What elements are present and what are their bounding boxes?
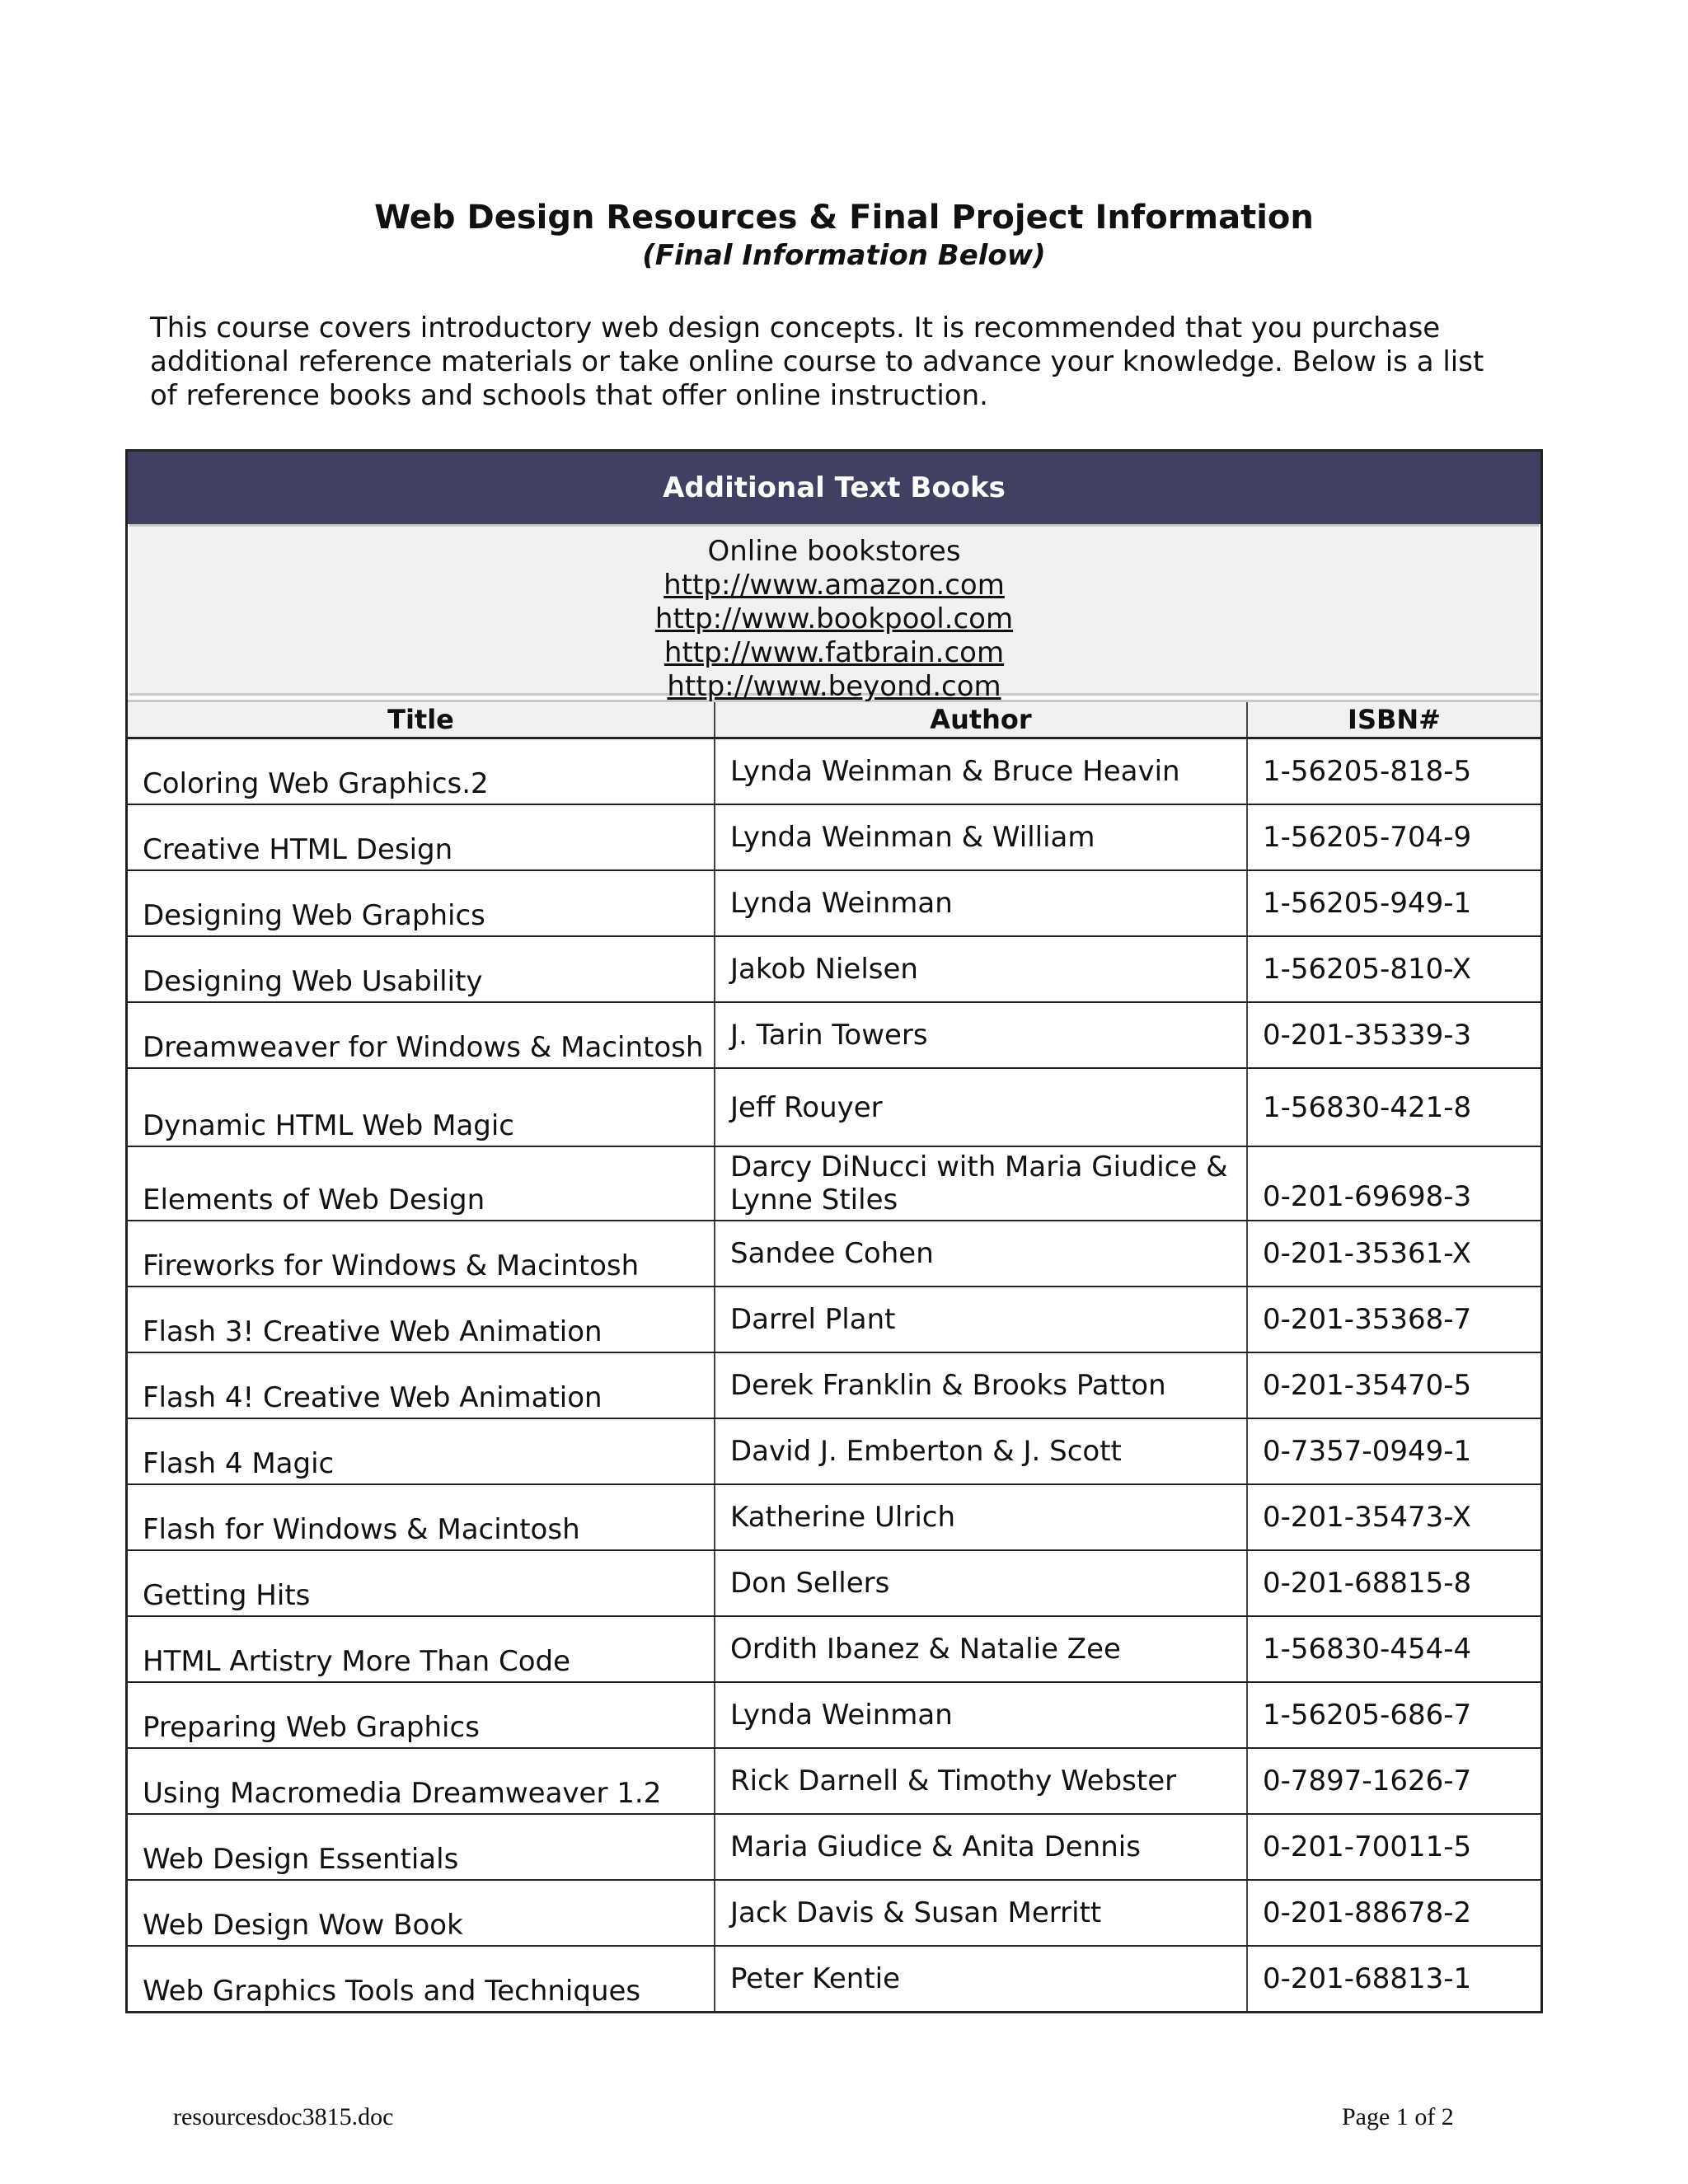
table-row xyxy=(128,1221,1540,1287)
book-author-cell: J. Tarin Towers xyxy=(715,1003,1248,1067)
table-row xyxy=(128,937,1540,1003)
book-author-cell: Sandee Cohen xyxy=(715,1221,1248,1286)
book-author-cell: Jack Davis & Susan Merritt xyxy=(715,1881,1248,1945)
book-title-cell: HTML Artistry More Than Code xyxy=(128,1617,715,1681)
book-title-cell: Flash 4 Magic xyxy=(128,1419,715,1483)
bookstores-cell xyxy=(129,524,1539,703)
table-header: Additional Text Books xyxy=(128,449,1540,524)
intro-line: of reference books and schools that offer online instruction. xyxy=(150,379,988,412)
book-isbn-cell: 0-201-35339-3 xyxy=(1263,1019,1472,1052)
book-title-cell: Web Design Essentials xyxy=(128,1815,715,1879)
book-isbn-cell: 0-201-35368-7 xyxy=(1263,1303,1472,1336)
book-author-cell: Rick Darnell & Timothy Webster xyxy=(715,1749,1248,1813)
table-row xyxy=(128,1617,1540,1683)
book-title-cell: Getting Hits xyxy=(128,1551,715,1615)
table-row xyxy=(128,739,1540,805)
table-row xyxy=(128,871,1540,937)
footer-filename: resourcesdoc3815.doc xyxy=(173,2103,394,2130)
table-row xyxy=(128,1003,1540,1069)
book-isbn-cell: 0-201-35470-5 xyxy=(1263,1369,1472,1402)
bookstore-link-fatbrain[interactable]: http://www.fatbrain.com xyxy=(663,636,1005,669)
intro-line: additional reference materials or take online course to advance your knowledge. Below is a list xyxy=(150,345,1484,378)
table-row xyxy=(128,1069,1540,1147)
table-row xyxy=(128,1551,1540,1617)
book-title-cell: Flash 4! Creative Web Animation xyxy=(128,1353,715,1418)
book-title-cell: Flash 3! Creative Web Animation xyxy=(128,1287,715,1352)
table-row xyxy=(128,1815,1540,1881)
book-isbn-cell: 0-201-68813-1 xyxy=(1263,1962,1472,1995)
book-author-cell: Lynda Weinman & William xyxy=(715,805,1248,869)
column-header-author: Author xyxy=(715,702,1248,737)
book-author-cell: Katherine Ulrich xyxy=(715,1485,1248,1549)
intro-line: This course covers introductory web design concepts. It is recommended that you purchase xyxy=(150,312,1441,344)
book-isbn-cell: 1-56830-454-4 xyxy=(1263,1633,1472,1666)
book-author-cell: Don Sellers xyxy=(715,1551,1248,1615)
table-row xyxy=(128,1947,1540,2011)
book-isbn-cell: 0-201-35473-X xyxy=(1263,1501,1472,1534)
book-title-cell: Dreamweaver for Windows & Macintosh xyxy=(128,1003,715,1067)
bookstore-link-beyond[interactable]: http://www.beyond.com xyxy=(667,670,1001,703)
book-isbn-cell: 1-56205-686-7 xyxy=(1263,1699,1472,1732)
book-author-cell: Lynda Weinman xyxy=(715,1683,1248,1747)
bookstores-label: Online bookstores xyxy=(707,535,961,568)
book-isbn-cell: 1-56205-810-X xyxy=(1263,953,1472,986)
book-title-cell: Creative HTML Design xyxy=(128,805,715,869)
book-isbn-cell: 0-7897-1626-7 xyxy=(1263,1765,1472,1797)
book-isbn-cell: 0-7357-0949-1 xyxy=(1263,1435,1472,1468)
bookstore-link-amazon[interactable]: http://www.amazon.com xyxy=(663,569,1005,602)
book-author-cell: Lynda Weinman & Bruce Heavin xyxy=(715,739,1248,804)
table-row xyxy=(128,1353,1540,1419)
book-isbn-cell: 0-201-68815-8 xyxy=(1263,1567,1472,1600)
book-isbn-cell: 0-201-35361-X xyxy=(1263,1237,1472,1270)
book-title-cell: Designing Web Usability xyxy=(128,937,715,1001)
book-author-cell: Jeff Rouyer xyxy=(715,1069,1248,1146)
table-row xyxy=(128,805,1540,871)
book-author-cell: Maria Giudice & Anita Dennis xyxy=(715,1815,1248,1879)
book-title-cell: Flash for Windows & Macintosh xyxy=(128,1485,715,1549)
book-title-cell: Web Design Wow Book xyxy=(128,1881,715,1945)
textbooks-table xyxy=(125,449,1543,2013)
book-author-cell: David J. Emberton & J. Scott xyxy=(715,1419,1248,1483)
table-row xyxy=(128,1881,1540,1947)
book-title-cell: Fireworks for Windows & Macintosh xyxy=(128,1221,715,1286)
book-title-cell: Web Graphics Tools and Techniques xyxy=(128,1947,715,2011)
intro-paragraph xyxy=(150,312,1551,413)
book-title-cell: Using Macromedia Dreamweaver 1.2 xyxy=(128,1749,715,1813)
table-row xyxy=(128,1485,1540,1551)
book-title-cell: Coloring Web Graphics.2 xyxy=(128,739,715,804)
book-title-cell: Dynamic HTML Web Magic xyxy=(128,1069,715,1146)
book-title-cell: Preparing Web Graphics xyxy=(128,1683,715,1747)
book-author-cell: Lynda Weinman xyxy=(715,871,1248,935)
table-row xyxy=(128,1419,1540,1485)
book-isbn-cell: 1-56205-949-1 xyxy=(1263,887,1472,920)
bookstore-link-bookpool[interactable]: http://www.bookpool.com xyxy=(654,602,1014,635)
book-title-cell: Designing Web Graphics xyxy=(128,871,715,935)
book-isbn-cell: 1-56830-421-8 xyxy=(1263,1090,1472,1124)
table-row xyxy=(128,1287,1540,1353)
book-isbn-cell: 0-201-69698-3 xyxy=(1263,1180,1472,1213)
column-header-isbn: ISBN# xyxy=(1348,704,1441,735)
column-header-row xyxy=(128,700,1540,739)
book-isbn-cell: 0-201-70011-5 xyxy=(1263,1830,1472,1863)
table-body xyxy=(128,739,1540,2011)
document-subtitle: (Final Information Below) xyxy=(642,239,1046,272)
table-row xyxy=(128,1749,1540,1815)
book-author-cell: Darcy DiNucci with Maria Giudice & Lynne Stiles xyxy=(715,1147,1248,1220)
book-author-cell: Jakob Nielsen xyxy=(715,937,1248,1001)
footer-page-number: Page 1 of 2 xyxy=(1342,2103,1454,2130)
document-title: Web Design Resources & Final Project Information xyxy=(374,199,1314,237)
book-isbn-cell: 0-201-88678-2 xyxy=(1263,1896,1472,1929)
table-row xyxy=(128,1683,1540,1749)
table-row xyxy=(128,1147,1540,1221)
column-header-title: Title xyxy=(128,702,715,737)
book-title-cell: Elements of Web Design xyxy=(128,1147,715,1220)
book-isbn-cell: 1-56205-704-9 xyxy=(1263,821,1472,854)
book-author-cell: Darrel Plant xyxy=(715,1287,1248,1352)
book-isbn-cell: 1-56205-818-5 xyxy=(1263,755,1472,788)
book-author-cell: Ordith Ibanez & Natalie Zee xyxy=(715,1617,1248,1681)
book-author-cell: Peter Kentie xyxy=(715,1947,1248,2011)
book-author-cell: Derek Franklin & Brooks Patton xyxy=(715,1353,1248,1418)
